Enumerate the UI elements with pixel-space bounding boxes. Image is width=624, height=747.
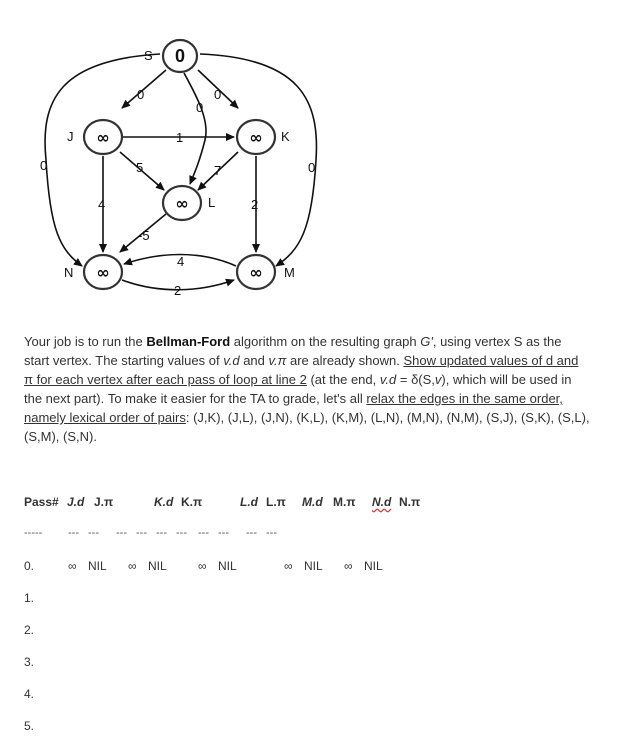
header-jd: J.d <box>67 495 85 509</box>
row0-mpi: NIL <box>304 559 323 573</box>
node-n <box>64 255 122 289</box>
weight-k-m: 2 <box>251 197 259 212</box>
weight-s-j: 0 <box>137 87 145 102</box>
row0-lpi: NIL <box>218 559 237 573</box>
row0-jpi: NIL <box>88 559 107 573</box>
weight-k-l: 7 <box>214 163 222 178</box>
pass-row-5: 5. <box>24 719 35 733</box>
weight-j-k: 1 <box>176 130 184 145</box>
header-ld: L.d <box>240 495 258 509</box>
row0-md: ∞ <box>284 559 293 573</box>
algorithm-name: Bellman-Ford <box>146 334 231 349</box>
node-n-value: ∞ <box>96 263 110 282</box>
bellman-ford-graph <box>0 0 624 320</box>
row0-nd: ∞ <box>344 559 353 573</box>
pass-row-2: 2. <box>24 623 35 637</box>
pass-row-4: 4. <box>24 687 35 701</box>
header-lpi: L.π <box>266 495 286 509</box>
node-l-label: L <box>208 195 216 210</box>
header-jpi: J.π <box>94 495 114 509</box>
weight-s-n: 0 <box>40 158 48 173</box>
header-kpi: K.π <box>181 495 203 509</box>
underlined-instruction-1: Show updated values of d and π for each vertex after each pass of loop at line 2 <box>24 353 579 387</box>
header-npi: N.π <box>399 495 421 509</box>
node-m <box>237 255 295 289</box>
node-j-value: ∞ <box>96 128 110 147</box>
weight-s-k: 0 <box>214 87 222 102</box>
node-l <box>163 186 215 220</box>
node-s-value: 0 <box>174 46 186 66</box>
edge-s-m <box>200 54 316 266</box>
row0-kpi: NIL <box>148 559 167 573</box>
header-kd: K.d <box>154 495 174 509</box>
node-k-label: K <box>281 129 290 144</box>
weight-s-m: 0 <box>308 160 316 175</box>
row0-ld: ∞ <box>198 559 207 573</box>
node-m-label: M <box>284 265 295 280</box>
table-row-0 <box>0 559 624 575</box>
weight-m-n: 4 <box>177 254 185 269</box>
pass-row-1: 1. <box>24 591 35 605</box>
node-j <box>67 120 122 154</box>
weight-n-m: 2 <box>174 283 182 298</box>
edge-s-l <box>184 73 206 184</box>
row0-kd: ∞ <box>128 559 137 573</box>
node-j-label: J <box>67 129 74 144</box>
row0-jd: ∞ <box>68 559 77 573</box>
underlined-instruction-2: relax the edges in the same order, namely lexical order of pairs <box>24 391 563 425</box>
weight-l-n: -5 <box>138 228 150 243</box>
header-mpi: M.π <box>333 495 356 509</box>
weight-j-l: 5 <box>136 160 144 175</box>
row0-pass: 0. <box>24 559 35 573</box>
node-s-label: S <box>144 48 153 63</box>
header-md: M.d <box>302 495 323 509</box>
node-k-value: ∞ <box>249 128 263 147</box>
node-s <box>144 40 197 72</box>
node-k <box>237 120 290 154</box>
instructions-paragraph: Your job is to run the Bellman-Ford algorithm on the resulting graph G', using vertex S as the start vertex. The starting values of v.d and v.π are already shown. Show updated values of d and π for each vertex after each pass of loop at line 2 (at the end, v.d = δ(S,v), which will be used in the next part). To make it easier for the TA to grade, let's all relax the edges in the same order, namely lexical order of pairs: (J,K), (J,L), (J,N), (K,L), (K,M), (L,N), (M,N), (N,M), (S,J), (S,K), (S,L), (S,M), (S,N). <box>24 334 590 444</box>
pass-row-3: 3. <box>24 655 35 669</box>
node-m-value: ∞ <box>249 263 263 282</box>
header-nd: N.d <box>372 495 392 509</box>
row0-npi: NIL <box>364 559 383 573</box>
weight-j-n: 4 <box>98 197 106 212</box>
table-separator-row: ----- --- --- --- --- --- --- --- --- --- --- <box>24 527 277 539</box>
node-l-value: ∞ <box>175 194 189 213</box>
node-n-label: N <box>64 265 74 280</box>
weight-s-l: 0 <box>196 100 204 115</box>
table-header-row <box>0 495 624 511</box>
header-pass: Pass# <box>24 495 59 509</box>
